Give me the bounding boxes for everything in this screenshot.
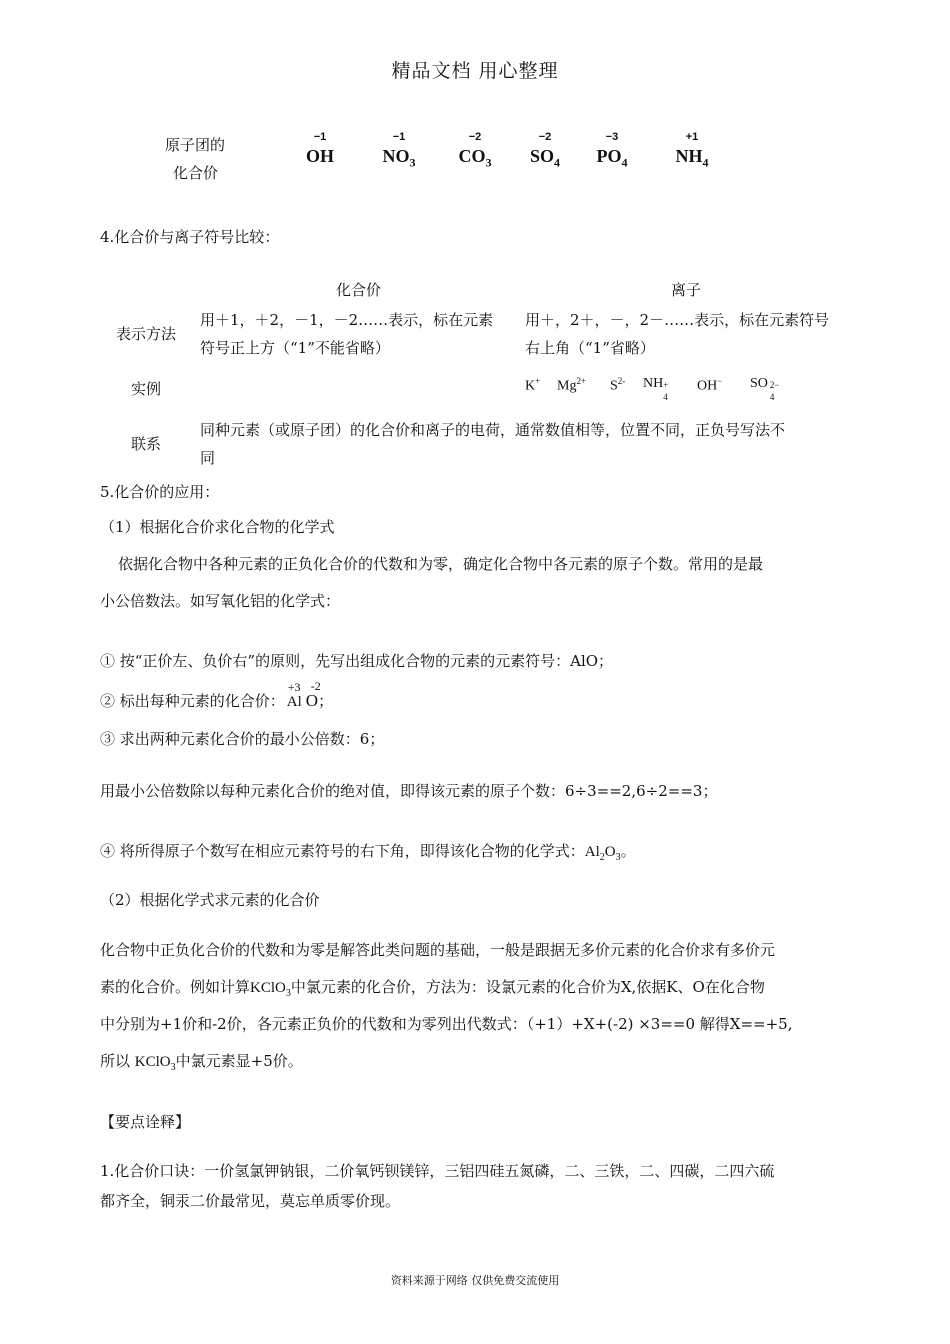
group-formula: $CO_3$ (458, 146, 492, 170)
groups-label-2: 化合价 (173, 164, 219, 182)
section5-p3-line3: 中分别为+1价和-2价，各元素正负价的代数和为零列出代数式：（+1）+X+(-2) ×3==0 解得X==+5, (100, 1015, 793, 1033)
keypoints-title: 【要点诠释】 (100, 1113, 191, 1131)
ion-so4: SO 2− 4 (750, 376, 780, 402)
step-3: ③ 求出两种元素化合价的最小公倍数：6； (100, 730, 385, 748)
group-formula: $NO_3$ (382, 146, 416, 170)
group-formula: $SO_4$ (529, 146, 560, 170)
keypoints-p1-line2: 都齐全，铜汞二价最常见，莫忘单质零价现。 (100, 1192, 401, 1210)
page-header: 精品文档 用心整理 (391, 60, 559, 82)
section5-p2: 用最小公倍数除以每种元素化合价的绝对值，即得该元素的原子个数：6÷3==2,6÷2==3； (100, 782, 718, 800)
group-co3 (440, 128, 510, 171)
col-valence-header: 化合价 (336, 281, 382, 299)
groups-label-1: 原子团的 (165, 136, 226, 154)
step-4: ④ 将所得原子个数写在相应元素符号的右下角，即得该化合物的化学式：$Al_2O_3$。 (100, 842, 636, 863)
method-ion-line2: 右上角（“1”省略） (525, 339, 655, 357)
step-2: ② 标出每种元素的化合价： +3 Al -2 O； (100, 679, 334, 710)
group-so4 (510, 128, 580, 171)
group-valence: −2 (538, 131, 552, 143)
ion-nh4: NH + 4 (643, 376, 669, 402)
ion-s: $S^{2-}$ (610, 376, 626, 394)
group-formula: $PO_4$ (596, 146, 628, 170)
keypoints-p1-line1: 1.化合价口诀：一价氢氯钾钠银，二价氧钙钡镁锌，三铝四硅五氮磷，二、三铁，二、四碳，二四六硫 (100, 1162, 775, 1180)
row-relation-label: 联系 (131, 435, 162, 453)
method-valence-line2: 符号正上方（“1”不能省略） (200, 339, 390, 357)
group-po4 (577, 128, 647, 171)
group-valence: −1 (392, 131, 406, 143)
section5-sub2: （2）根据化学式求元素的化合价 (100, 891, 320, 909)
section5-p3-line1: 化合物中正负化合价的代数和为零是解答此类问题的基础，一般是跟据无多价元素的化合价求有多价元 (100, 941, 776, 959)
section5-p1-line1: 依据化合物中各种元素的正负化合价的代数和为零，确定化合物中各元素的原子个数。常用的是最 (118, 555, 764, 573)
relation-line1: 同种元素（或原子团）的化合价和离子的电荷，通常数值相等，位置不同，正负号写法不 (200, 421, 786, 439)
group-nh4 (657, 128, 727, 171)
section4-title: 4.化合价与离子符号比较： (100, 228, 280, 246)
section5-p3-line2: 素的化合价。例如计算KClO$_3$中氯元素的化合价，方法为：设氯元素的化合价为X,依据K、O在化合物 (100, 978, 765, 999)
section5-p1-line2: 小公倍数法。如写氧化铝的化学式： (100, 592, 341, 610)
group-valence: −1 (313, 131, 327, 143)
group-formula: OH (305, 146, 334, 166)
group-oh (285, 128, 355, 167)
group-valence: +1 (685, 131, 699, 143)
row-method-label: 表示方法 (116, 325, 177, 343)
page-footer: 资料来源于网络 仅供免费交流使用 (390, 1274, 560, 1287)
section5-p3-line4: 所以 KClO$_3$中氯元素显+5价。 (100, 1052, 303, 1073)
group-formula: $NH_4$ (675, 146, 709, 170)
section5-sub1: （1）根据化合价求化合物的化学式 (100, 518, 335, 536)
group-valence: −3 (605, 131, 619, 143)
method-valence-line1: 用＋1，＋2，－1，－2……表示，标在元素 (200, 311, 494, 329)
relation-line2: 同 (200, 449, 216, 467)
col-ion-header: 离子 (671, 281, 702, 299)
ion-mg: $Mg^{2+}$ (557, 376, 587, 394)
ion-oh: OH− (697, 376, 723, 394)
method-ion-line1: 用＋，2＋，－，2－……表示，标在元素符号 (525, 311, 830, 329)
ion-k: K+ (525, 376, 541, 394)
group-valence: −2 (468, 131, 482, 143)
group-no3 (364, 128, 434, 171)
step-1: ① 按“正价左、负价右”的原则，先写出组成化合物的元素的元素符号：AlO； (100, 652, 614, 670)
section5-title: 5.化合价的应用： (100, 483, 220, 501)
row-example-label: 实例 (131, 380, 162, 398)
